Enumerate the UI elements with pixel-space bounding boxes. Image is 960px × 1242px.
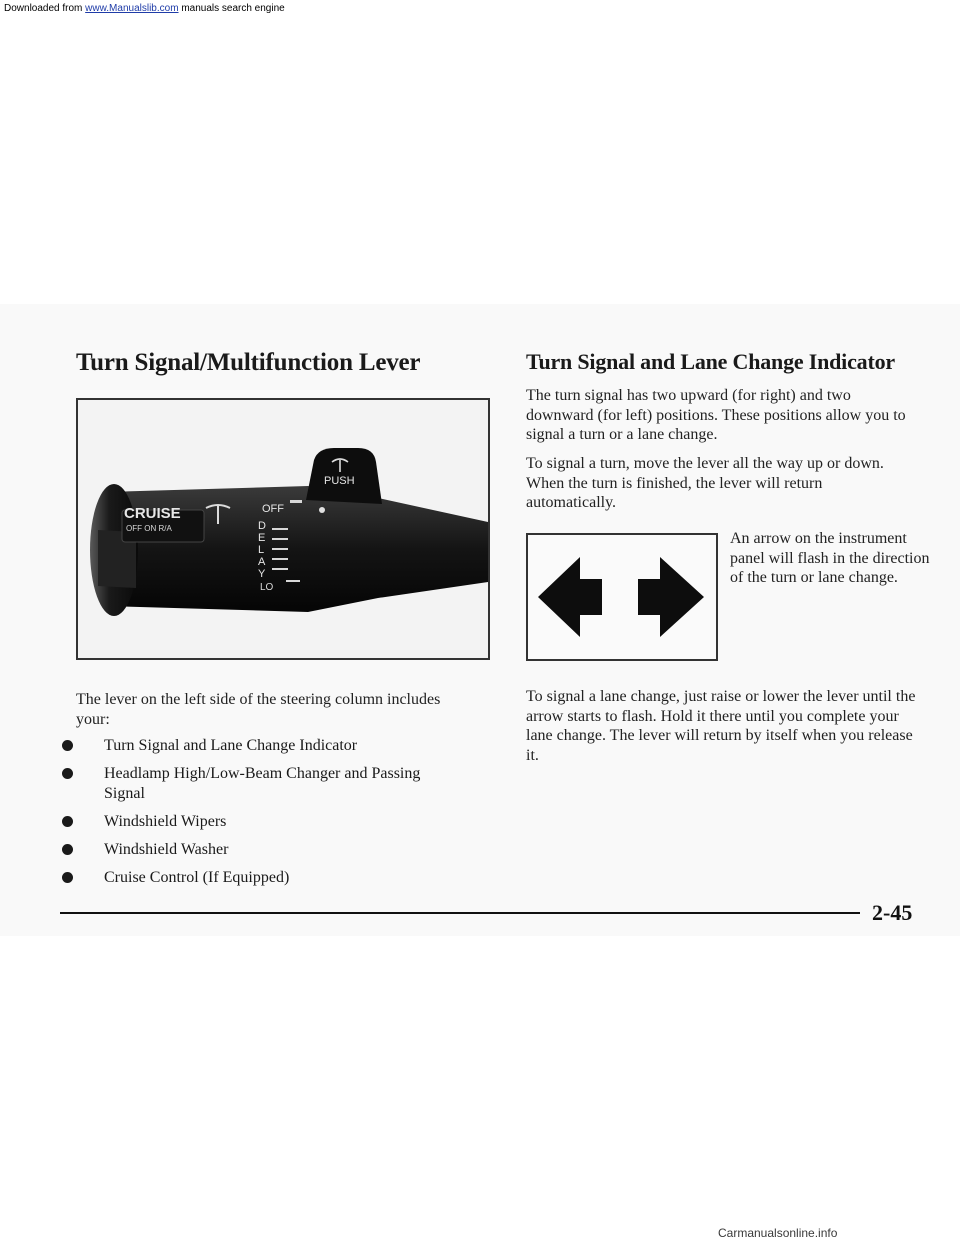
lever-feature-list (60, 736, 460, 896)
header-prefix: Downloaded from (4, 3, 83, 14)
bullet-icon (62, 740, 73, 751)
download-header (4, 3, 285, 14)
wiper-off-label: OFF (262, 503, 284, 515)
delay-label: DELAY (258, 520, 266, 580)
lever-intro-text: The lever on the left side of the steering column includes your: (76, 691, 441, 728)
bullet-icon (62, 768, 73, 779)
bullet-icon (62, 872, 73, 883)
list-item: Turn Signal and Lane Change Indicator (60, 736, 460, 756)
manualslib-link[interactable]: www.Manualslib.com (85, 3, 179, 14)
multifunction-lever-photo (76, 398, 490, 660)
turn-arrow-panel (526, 533, 718, 661)
indicator-paragraph-2: To signal a turn, move the lever all the way up or down. When the turn is finished, the lever will return automatically. (526, 455, 884, 512)
list-item: Headlamp High/Low-Beam Changer and Passing Signal (60, 764, 460, 803)
arrow-caption-text: An arrow on the instrument panel will flash in the direction of the turn or lane change. (730, 530, 930, 587)
list-item: Windshield Wipers (60, 812, 460, 832)
indicator-paragraph-3: To signal a lane change, just raise or lower the lever until the arrow starts to flash. Hold it there until you complete your lane change. The lever will return by itself when you release it. (526, 688, 916, 764)
list-item: Windshield Washer (60, 840, 460, 860)
header-suffix: manuals search engine (181, 3, 285, 14)
indicator-paragraph-1: The turn signal has two upward (for right) and two downward (for left) positions. These positions allow you to signal a turn or a lane change. (526, 387, 906, 444)
cruise-label: CRUISE (124, 505, 181, 522)
wiper-lo-label: LO (260, 582, 274, 593)
site-watermark: Carmanualsonline.info (718, 1226, 838, 1240)
cruise-modes-label: OFF ON R/A (126, 524, 172, 533)
indicator-section-title: Turn Signal and Lane Change Indicator (526, 349, 895, 374)
left-arrow-icon (538, 557, 602, 637)
bullet-icon (62, 844, 73, 855)
bullet-icon (62, 816, 73, 827)
list-item: Cruise Control (If Equipped) (60, 868, 460, 888)
footer-rule (60, 912, 860, 914)
lever-section-title: Turn Signal/Multifunction Lever (76, 349, 421, 376)
page-number: 2-45 (872, 900, 913, 925)
push-label: PUSH (324, 475, 355, 487)
right-arrow-icon (638, 557, 704, 637)
